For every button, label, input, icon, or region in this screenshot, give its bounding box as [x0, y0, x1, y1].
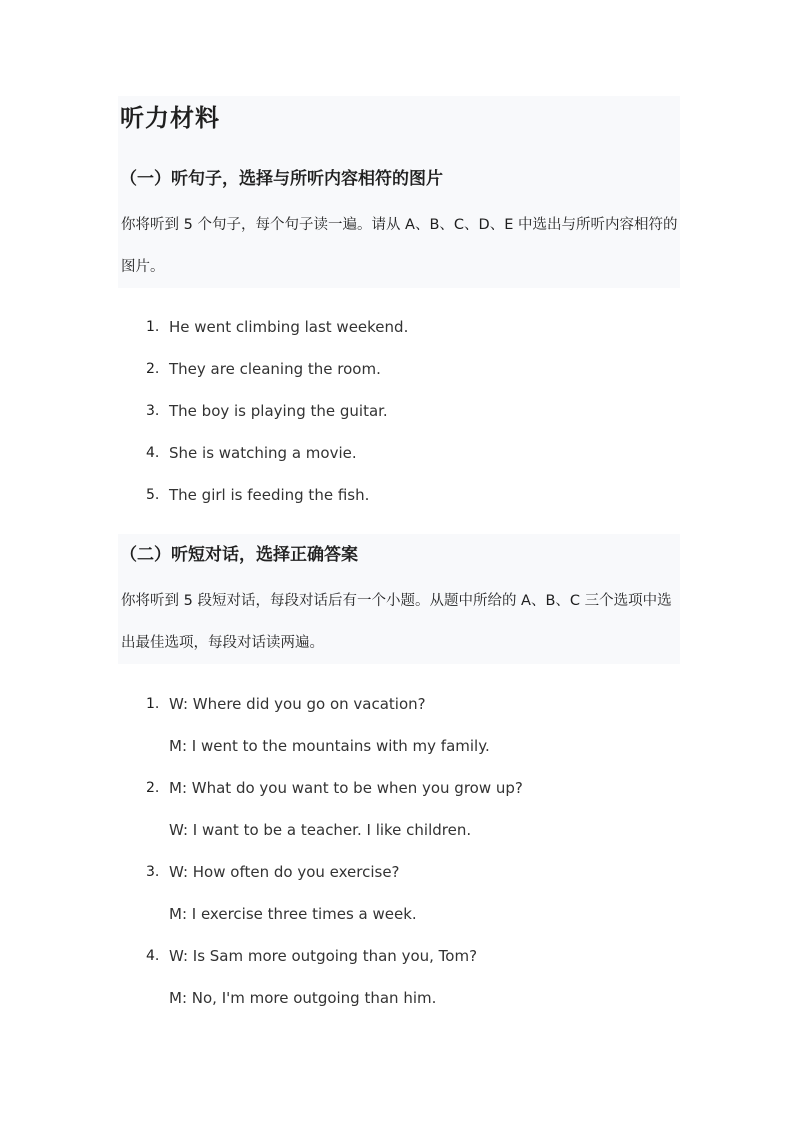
list-item [0, 474, 800, 516]
dialog-line-first: M: What do you want to be when you grow up? [169, 779, 523, 797]
item-number: 4. [146, 948, 160, 964]
item-number: 5. [146, 487, 160, 503]
list-item [0, 683, 800, 767]
list-item [0, 306, 800, 348]
item-text: They are cleaning the room. [169, 360, 381, 378]
dialog-line-first: W: Where did you go on vacation? [169, 695, 426, 713]
section2-heading: （二）听短对话，选择正确答案 [120, 545, 358, 565]
item-number: 2. [146, 780, 160, 796]
dialog-line-second: M: I exercise three times a week. [169, 905, 417, 923]
item-number: 1. [146, 696, 160, 712]
dialog-line-first: W: Is Sam more outgoing than you, Tom? [169, 947, 478, 965]
list-item [0, 390, 800, 432]
item-number: 2. [146, 361, 160, 377]
item-text: The girl is feeding the fish. [169, 486, 370, 504]
document-title: 听力材料 [120, 104, 220, 132]
item-text: She is watching a movie. [169, 444, 357, 462]
section1-heading: （一）听句子，选择与所听内容相符的图片 [120, 169, 443, 189]
list-item [0, 767, 800, 851]
item-number: 4. [146, 445, 160, 461]
section1-intro: 你将听到 5 个句子，每个句子读一遍。请从 A、B、C、D、E 中选出与所听内容相符的图片。 [121, 217, 678, 275]
list-item [0, 851, 800, 935]
item-text: The boy is playing the guitar. [169, 402, 388, 420]
item-number: 3. [146, 403, 160, 419]
item-number: 3. [146, 864, 160, 880]
section1-sentence-list [0, 306, 800, 516]
dialog-line-second: W: I want to be a teacher. I like children. [169, 821, 472, 839]
item-number: 1. [146, 319, 160, 335]
dialog-line-second: M: I went to the mountains with my family. [169, 737, 490, 755]
list-item [0, 348, 800, 390]
dialog-line-second: M: No, I'm more outgoing than him. [169, 989, 437, 1007]
list-item [0, 935, 800, 1019]
section2-dialog-list [0, 683, 800, 1019]
item-text: He went climbing last weekend. [169, 318, 409, 336]
dialog-line-first: W: How often do you exercise? [169, 863, 400, 881]
list-item [0, 432, 800, 474]
section2-intro: 你将听到 5 段短对话，每段对话后有一个小题。从题中所给的 A、B、C 三个选项中选出最佳选项，每段对话读两遍。 [121, 593, 672, 651]
